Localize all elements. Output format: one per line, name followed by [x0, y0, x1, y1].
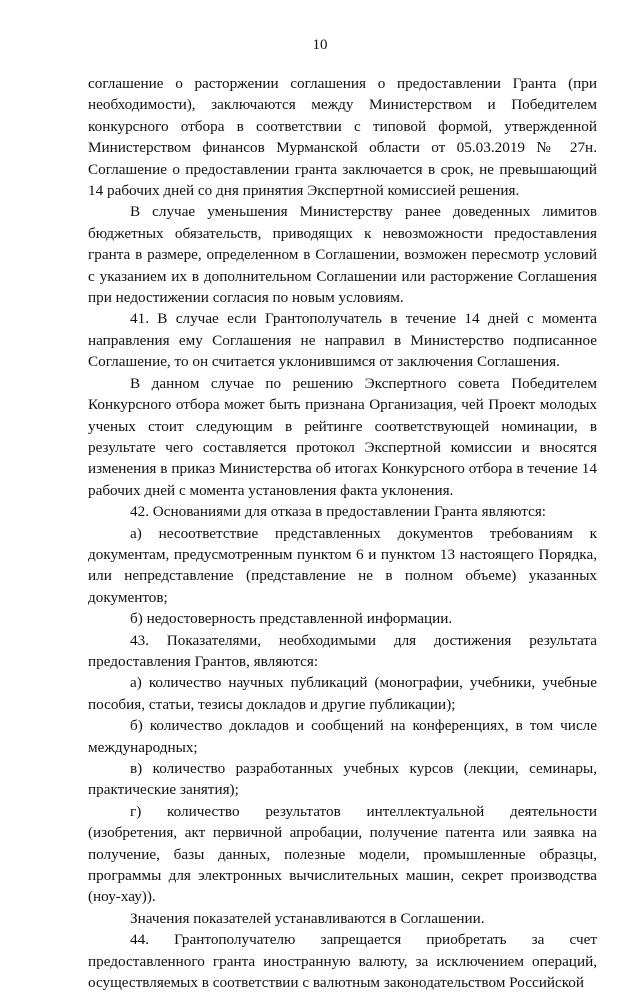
paragraph-43-item-v: в) количество разработанных учебных курсов (лекции, семинары, практические занятия); [88, 760, 597, 799]
paragraph-42-item-a: а) несоответствие представленных документов требованиям к документам, предусмотренным пунктом 6 и пунктом 13 настоящего Порядка, или непредставление (представление не в полном объеме) указанных документов; [88, 524, 597, 606]
paragraph-41-replacement-winner: В данном случае по решению Экспертного совета Победителем Конкурсного отбора может быть признана Организация, чей Проект молодых ученых стоит следующим в рейтинге соответствующей номинации, в результате чего составляется протокол Экспертной комиссии и вносятся изменения в приказ Министерства об итогах Конкурсного отбора в течение 14 рабочих дней с момента установления факта уклонения. [88, 374, 597, 499]
paragraph-42-item-b: б) недостоверность представленной информации. [130, 610, 453, 628]
paragraph-43-item-b: б) количество докладов и сообщений на конференциях, в том числе международных; [88, 717, 597, 756]
paragraph-41: 41. В случае если Грантополучатель в течение 14 дней с момента направления ему Соглашения не направил в Министерство подписанное Соглашение, то он считается уклонившимся от заключения Соглашения. [88, 310, 597, 371]
paragraph-limits-reduction: В случае уменьшения Министерству ранее доведенных лимитов бюджетных обязательств, приводящих к невозможности предоставления гранта в размере, определенном в Соглашении, возможен пересмотр условий с указанием их в дополнительном Соглашении или расторжение Соглашения при недостижении согласия по новым условиям. [88, 203, 597, 307]
paragraph-agreement-termination: соглашение о расторжении соглашения о предоставлении Гранта (при необходимости), заключаются между Министерством и Победителем конкурсного отбора в соответствии с типовой формой, утвержденной Министерством финансов Мурманской области от 05.03.2019 № 27н. Соглашение о предоставлении гранта заключается в срок, не превышающий 14 рабочих дней со дня принятия Экспертной комиссией решения. [88, 75, 597, 200]
page-number: 10 [312, 37, 328, 53]
paragraph-43: 43. Показателями, необходимыми для достижения результата предоставления Грантов, являются: [88, 631, 597, 670]
document-body [88, 73, 597, 993]
paragraph-44: 44. Грантополучателю запрещается приобретать за счет предоставленного гранта иностранную валюту, за исключением операций, осуществляемых в соответствии с валютным законодательством Российской [88, 931, 597, 992]
paragraph-43-item-g: г) количество результатов интеллектуальной деятельности (изобретения, акт первичной апробации, получение патента или заявка на получение, базы данных, полезные модели, промышленные образцы, программы для электронных вычислительных машин, секрет производства (ноу-хау)). [88, 802, 597, 906]
paragraph-43-item-a: а) количество научных публикаций (монографии, учебники, учебные пособия, статьи, тезисы докладов и другие публикации); [88, 674, 597, 713]
paragraph-indicator-values: Значения показателей устанавливаются в Соглашении. [130, 909, 485, 927]
paragraph-42: 42. Основаниями для отказа в предоставлении Гранта являются: [130, 503, 547, 521]
